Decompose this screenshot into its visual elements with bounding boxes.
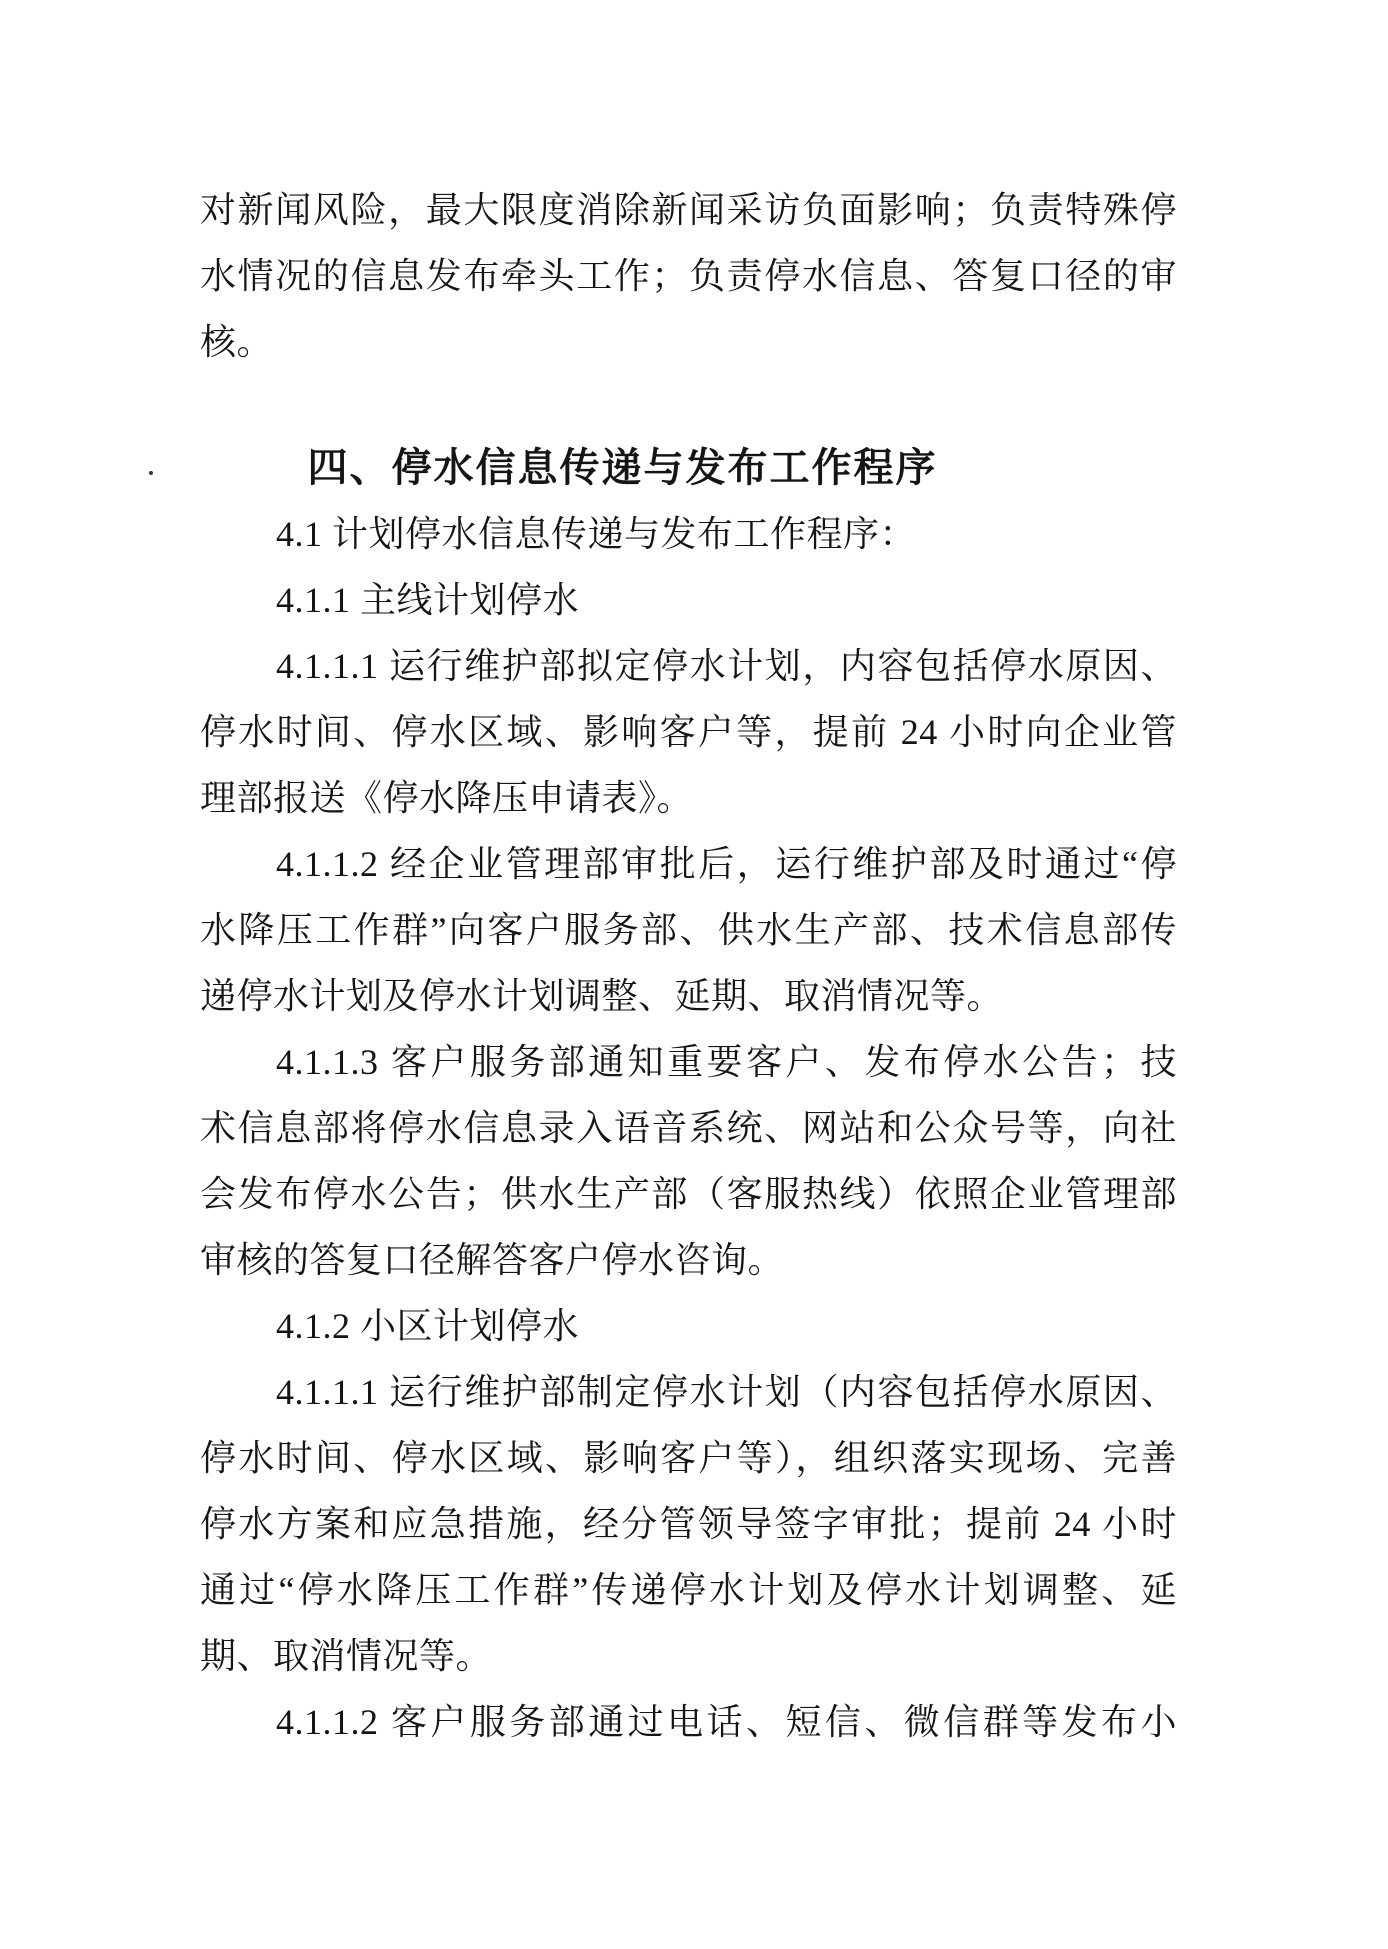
text-line: 通过“停水降压工作群”传递停水计划及停水计划调整、延 (200, 1570, 1177, 1610)
text-line: 递停水计划及停水计划调整、延期、取消情况等。 (200, 976, 1004, 1016)
page-body (200, 177, 1177, 1755)
text-line: 审核的答复口径解答客户停水咨询。 (200, 1240, 785, 1280)
text-line: 停水时间、停水区域、影响客户等），组织落实现场、完善 (200, 1438, 1177, 1478)
text-line: 水降压工作群”向客户服务部、供水生产部、技术信息部传 (200, 910, 1177, 950)
text-line: 停水方案和应急措施，经分管领导签字审批；提前 24 小时 (200, 1504, 1177, 1544)
section-heading: 四、停水信息传递与发布工作程序 (307, 446, 938, 490)
scan-speck (149, 471, 153, 475)
text-line: 会发布停水公告；供水生产部（客服热线）依照企业管理部 (200, 1174, 1177, 1214)
text-line: 4.1.2 小区计划停水 (276, 1306, 580, 1346)
text-line: 4.1.1.1 运行维护部拟定停水计划，内容包括停水原因、 (276, 646, 1177, 686)
text-line: 4.1.1.1 运行维护部制定停水计划（内容包括停水原因、 (276, 1372, 1177, 1412)
text-line: 4.1.1.2 经企业管理部审批后，运行维护部及时通过“停 (276, 844, 1177, 884)
text-line: 4.1.1.2 客户服务部通过电话、短信、微信群等发布小 (276, 1702, 1177, 1742)
text-line: 对新闻风险，最大限度消除新闻采访负面影响；负责特殊停 (200, 190, 1177, 230)
text-line: 4.1.1 主线计划停水 (276, 580, 580, 620)
text-line: 水情况的信息发布牵头工作；负责停水信息、答复口径的审 (200, 256, 1177, 296)
text-line: 理部报送《停水降压申请表》。 (200, 778, 694, 818)
text-line: 4.1.1.3 客户服务部通知重要客户、发布停水公告；技 (276, 1042, 1177, 1082)
text-line: 期、取消情况等。 (200, 1636, 493, 1676)
text-line: 术信息部将停水信息录入语音系统、网站和公众号等，向社 (200, 1108, 1177, 1148)
text-line: 4.1 计划停水信息传递与发布工作程序： (276, 514, 917, 554)
text-line: 停水时间、停水区域、影响客户等，提前 24 小时向企业管 (200, 712, 1177, 752)
text-line: 核。 (200, 322, 274, 362)
